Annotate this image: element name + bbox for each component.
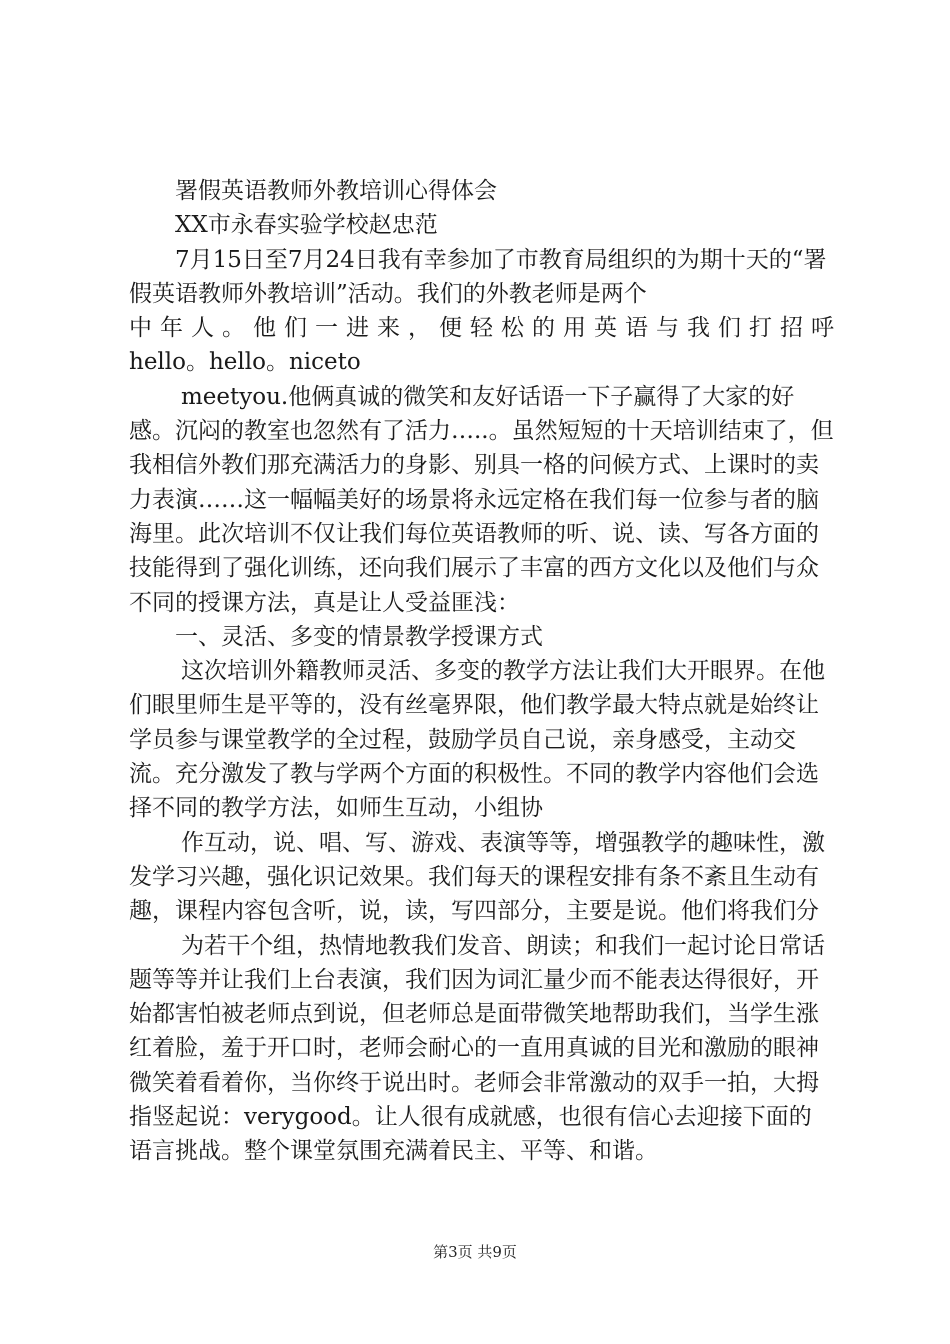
paragraph: meetyou.他俩真诚的微笑和友好话语一下子赢得了大家的好感。沉闷的教室也忽然有了活力…..。虽然短短的十天培训结束了，但我相信外教们那充满活力的身影、别具一格的问候方式、上课时的卖力表演……这一幅幅美好的场景将永远定格在我们每一位参与者的脑海里。此次培训不仅让我们每位英语教师的听、说、读、写各方面的技能得到了强化训练，还向我们展示了丰富的西方文化以及他们与众不同的授课方法，真是让人受益匪浅：	[129, 383, 834, 616]
author-line: XX市永春实验学校赵忠范	[175, 212, 438, 239]
paragraph: 作互动，说、唱、写、游戏、表演等等，增强教学的趣味性，激发学习兴趣，强化识记效果。我们每天的课程安排有条不紊且生动有趣，课程内容包含听，说，读，写四部分，主要是说。他们将我们分	[129, 829, 825, 925]
document-title: 署假英语教师外教培训心得体会	[175, 178, 497, 204]
paragraph: 为若干个组，热情地教我们发音、朗读；和我们一起讨论日常话题等等并让我们上台表演，我们因为词汇量少而不能表达得很好，开始都害怕被老师点到说，但老师总是面带微笑地帮助我们，当学生涨红着脸，羞于开口时，老师会耐心的一直用真诚的目光和激励的眼神微笑着看着你，当你终于说出时。老师会非常激动的双手一拍，大拇指竖起说：verygood。让人很有成就感，也很有信心去迎接下面的语言挑战。整个课堂氛围充满着民主、平等、和谐。	[129, 932, 825, 1165]
page-number-label: 第3页 共9页	[433, 1243, 517, 1261]
section-heading: 一、灵活、多变的情景教学授课方式	[175, 623, 543, 650]
paragraph: 7月15日至7月24日我有幸参加了市教育局组织的为期十天的“署假英语教师外教培训”活动。我们的外教老师是两个	[129, 246, 827, 307]
document-body	[129, 174, 834, 1169]
paragraph: 中年人。他们一进来，便轻松的用英语与我们打招呼	[129, 315, 834, 342]
page-footer	[0, 1241, 950, 1262]
paragraph: 这次培训外籍教师灵活、多变的教学方法让我们大开眼界。在他们眼里师生是平等的，没有丝毫界限，他们教学最大特点就是始终让学员参与课堂教学的全过程，鼓励学员自己说，亲身感受，主动交流。充分激发了教与学两个方面的积极性。不同的教学内容他们会选择不同的教学方法，如师生互动，小组协	[129, 658, 825, 822]
paragraph: hello。hello。niceto	[129, 349, 361, 376]
